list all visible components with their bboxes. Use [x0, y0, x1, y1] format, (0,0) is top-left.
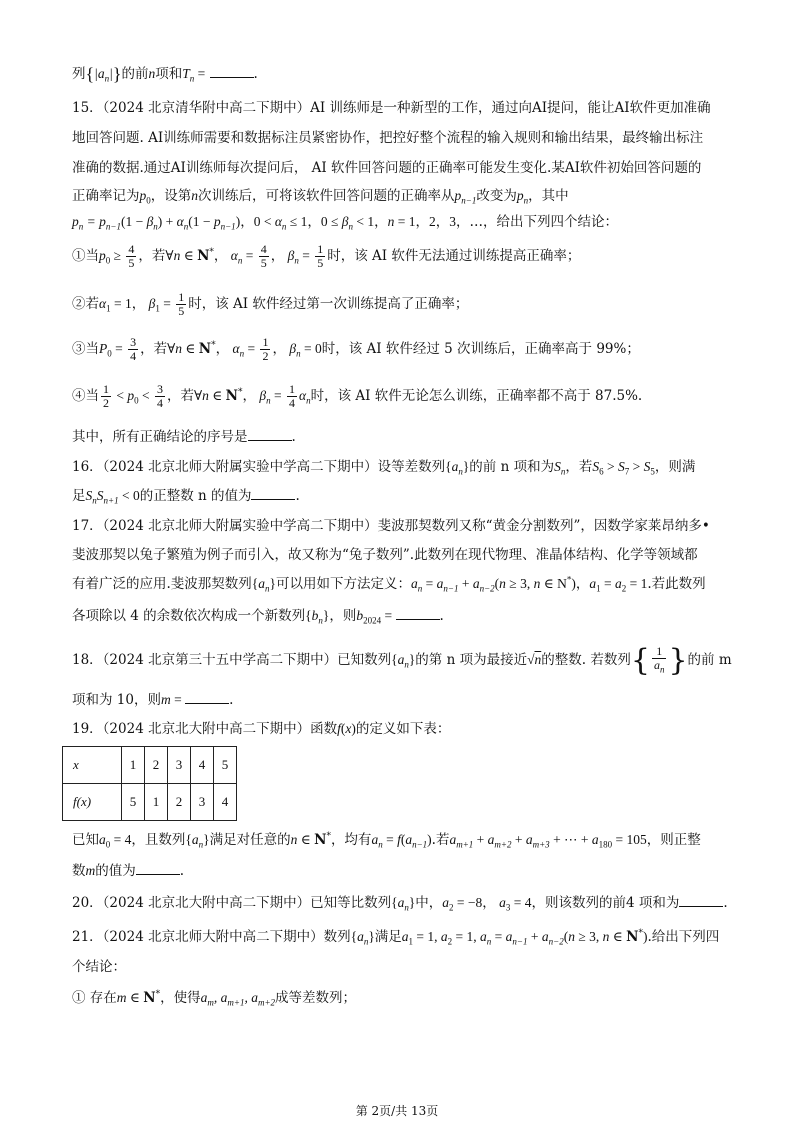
q14-text: 的前 [121, 66, 149, 82]
table-cell: 3 [168, 747, 191, 784]
q17-text: 可以用如下方法定义： [276, 576, 412, 592]
q19-text: 的值为 [95, 863, 136, 879]
q15-text: ①当 [72, 248, 99, 264]
q19-text: 满足对任意的 [209, 832, 291, 848]
table-row [63, 747, 237, 784]
q15-text: ，给出下列四个结论： [482, 214, 618, 230]
q19-text: ，则正整 [646, 832, 701, 848]
q19-text: 数 [72, 863, 86, 879]
q15-text: 正确率记为 [72, 188, 140, 204]
answer-blank [185, 691, 229, 704]
q14-text: 项和 [155, 66, 183, 82]
q21-text: 21．（2024 北京北师大附中高二下期中）数列 [72, 929, 351, 945]
q21-text: ，使得 [160, 990, 201, 1006]
q19-text: 19．（2024 北京北大附中高二下期中）函数 [72, 721, 338, 737]
q21-line-2: 个结论： [72, 959, 126, 975]
answer-blank [679, 894, 723, 907]
q14-eq: = [194, 66, 206, 81]
q17-line-1: 17．（2024 北京北师大附属实验中学高二下期中）斐波那契数列又称“黄金分割数列”，因数学家莱昂纳多• [72, 518, 710, 534]
q15-text: ，其中 [528, 188, 569, 204]
q16-text: 的正整数 n 的值为 [139, 488, 252, 504]
q15-text: ②若 [72, 296, 99, 312]
q21-text: 满足 [374, 929, 402, 945]
q15-line-3: 准确的数据.通过AI训练师每次提问后， AI 软件回答问题的正确率可能发生变化.某AI软件初始回答问题的 [72, 160, 702, 176]
table-cell: 3 [191, 784, 214, 821]
q18-text: 的第 n 项为最接近 [415, 652, 528, 668]
q15-formula-line: $p_n = p_{n-1}(1 - \beta_n) + \alpha_n(1 - p_{n-1})$，$0 < \alpha_n \le 1$，$0 \le \beta_n < 1$，n = 1，2，3，…，给出下列四个结论： [72, 214, 618, 232]
q21-line-3: ① 存在m ∈ N*，使得$a_m$, $a_{m+1}$, $a_{m+2}$成等差数列； [72, 989, 357, 1008]
q15-text: ，若∀ [138, 248, 174, 264]
table-cell: 5 [122, 784, 145, 821]
answer-blank [396, 607, 440, 620]
q15-conclusion-4: ④当 $\frac{1}{2}$ < $p_0$ < $\frac{3}{4}$ ，若∀n ∈ N*， $\beta_n$ = $\frac{1}{4}$ $\alpha_n$时，该 AI 软件无论怎么训练，正确率都不高于 87.5%. [72, 382, 643, 410]
q16-text: ，若 [565, 459, 593, 475]
q19-text: 已知 [72, 832, 99, 848]
q16-line-2: 足$S_nS_{n+1} < 0$的正整数 n 的值为 . [72, 488, 300, 506]
q15-text: ，若∀ [167, 388, 203, 404]
function-table [62, 746, 237, 821]
q18-text: 18．（2024 北京第三十五中学高二下期中）已知数列 [72, 652, 392, 668]
q17-line-2: 斐波那契以兔子繁殖为例子而引入，故又称为“兔子数列”.此数列在现代物理、准晶体结构、化学等领域都 [72, 547, 698, 563]
q15-text: 其中，所有正确结论的序号是 [72, 429, 248, 445]
q19-text: ，且数列 [131, 832, 186, 848]
table-cell: 1 [122, 747, 145, 784]
q20-text: 中， [415, 895, 443, 911]
q20-line: 20．（2024 北京北大附中高二下期中）已知等比数列$\{a_n\}$中，$a_2 = -8$， $a_3 = 4$，则该数列的前4 项和为 . [72, 895, 728, 913]
q14-text: 列 [72, 66, 86, 82]
q14-var: n [148, 66, 156, 81]
q20-text: 20．（2024 北京北大附中高二下期中）已知等比数列 [72, 895, 392, 911]
q16-text: 16．（2024 北京北师大附属实验中学高二下期中）设等差数列 [72, 459, 446, 475]
q18-text: 的前 m [687, 652, 732, 668]
answer-blank [248, 428, 292, 441]
q21-text: 成等差数列； [275, 990, 357, 1006]
q19-text: 的定义如下表： [355, 721, 451, 737]
answer-blank [136, 862, 180, 875]
q15-text: ④当 [72, 388, 99, 404]
q18-line-2: 项和为 10，则m = . [72, 692, 234, 708]
q19-line-3: 数m的值为 . [72, 863, 185, 879]
q17-text: ， [575, 576, 590, 592]
q18-text: 项和为 10，则 [72, 692, 161, 708]
table-cell: 2 [168, 784, 191, 821]
q16-text: ，则满 [654, 459, 696, 475]
q15-line-1: 15．（2024 北京清华附中高二下期中）AI 训练师是一种新型的工作，通过向AI提问，能让AI软件更加准确 [72, 100, 711, 116]
table-row [63, 784, 237, 821]
q15-text: ③当 [72, 341, 99, 357]
q19-line-2: 已知$a_0 = 4$，且数列$\{a_n\}$满足对任意的n ∈ N*，均有$a_n = f(a_{n-1})$.若$a_{m+1} + a_{m+2} + a_{m+3}$ + ⋯ + $a_{180} = 105$，则正整 [72, 831, 701, 850]
q17-text: 有着广泛的应用.斐波那契数列 [72, 576, 252, 592]
q21-text: ① 存在 [72, 990, 117, 1006]
q15-text: 次训练后，可将该软件回答问题的正确率从 [198, 188, 455, 204]
q15-text: 时，该 AI 软件经过第一次训练提高了正确率； [188, 296, 469, 312]
q15-text: 时，该 AI 软件无论怎么训练，正确率都不高于 87.5%. [310, 388, 643, 404]
q15-line-2: 地回答问题. AI训练师需要和数据标注员紧密协作，把控好整个流程的输入规则和输出结果，最终输出标注 [72, 130, 704, 146]
q17-text: ，则 [329, 608, 357, 624]
q18-text: 的整数. 若数列 [541, 652, 631, 668]
table-cell: 1 [145, 784, 168, 821]
q16-text: 足 [72, 488, 86, 504]
q19-text: ，均有 [330, 832, 372, 848]
q15-ask: 其中，所有正确结论的序号是 . [72, 429, 296, 445]
q14-end: . [253, 66, 258, 82]
table-header-fx: f(x) [63, 784, 122, 821]
q14-tail-line: 列$\{|a_n|\}$的前n项和$T_n$ = . [72, 64, 258, 84]
answer-blank [251, 487, 295, 500]
q15-text: 时，该 AI 软件经过 5 次训练后，正确率高于 99%； [321, 341, 640, 357]
q16-text: 的前 n 项和为 [469, 459, 555, 475]
q18-line-1: 18．（2024 北京第三十五中学高二下期中）已知数列$\{a_n\}$的第 n 项为最接近√n的整数. 若数列{ $\frac{1}{a_n}$ }的前 m [72, 643, 732, 678]
q15-line-4: 正确率记为$p_0$，设第n次训练后，可将该软件回答问题的正确率从$p_{n-1}$改变为$p_n$，其中 [72, 188, 569, 206]
q17-line-4: 各项除以 4 的余数依次构成一个新数列$\{b_n\}$，则$b_{2024}$ = . [72, 608, 444, 626]
q14-var: T [182, 66, 190, 81]
q15-text: ， [213, 248, 228, 264]
q15-text: 改变为 [476, 188, 517, 204]
q15-conclusion-3: ③当$P_0$ = $\frac{3}{4}$ ，若∀n ∈ N*， $\alpha_n$ = $\frac{1}{2}$ ， $\beta_n = 0$时，该 AI 软件经过 5 次训练后，正确率高于 99%； [72, 335, 640, 363]
table-header-x: x [63, 747, 122, 784]
q15-text: ，若∀ [140, 341, 176, 357]
q21-text: .给出下列四 [647, 929, 720, 945]
q16-line-1: 16．（2024 北京北师大附属实验中学高二下期中）设等差数列$\{a_n\}$的前 n 项和为$S_n$，若$S_6 > S_7 > S_5$，则满 [72, 459, 696, 477]
table-cell: 4 [214, 784, 237, 821]
q15-conclusion-2: ②若$\alpha_1 = 1$， $\beta_1$ = $\frac{1}{5}$ 时，该 AI 软件经过第一次训练提高了正确率； [72, 290, 469, 318]
table-cell: 2 [145, 747, 168, 784]
q19-text: .若 [431, 832, 450, 848]
q17-text: .若此数列 [647, 576, 706, 592]
q15-conclusion-1: ①当$p_0$ ≥ $\frac{4}{5}$ ，若∀n ∈ N*， $\alpha_n$ = $\frac{4}{5}$ ， $\beta_n$ = $\frac{1}{5}$ 时，该 AI 软件无法通过训练提高正确率； [72, 242, 581, 270]
table-cell: 4 [191, 747, 214, 784]
q17-text: 各项除以 4 的余数依次构成一个新数列 [72, 608, 306, 624]
q15-text: ，设第 [150, 188, 192, 204]
q15-text: 时，该 AI 软件无法通过训练提高正确率； [327, 248, 581, 264]
q21-line-1: 21．（2024 北京北师大附中高二下期中）数列$\{a_n\}$满足$a_1 = 1$, $a_2 = 1$, $a_n = a_{n-1} + a_{n-2}(n \ge 3$, n ∈ N*).给出下列四 [72, 928, 720, 947]
table-cell: 5 [214, 747, 237, 784]
q20-text: ，则该数列的前4 项和为 [531, 895, 680, 911]
q19-line-1: 19．（2024 北京北大附中高二下期中）函数f(x)的定义如下表： [72, 721, 451, 737]
answer-blank [210, 65, 254, 78]
q17-line-3: 有着广泛的应用.斐波那契数列$\{a_n\}$可以用如下方法定义：$a_n = a_{n-1} + a_{n-2}(n \ge 3$, n ∈ N*)，$a_1 = a_2 = 1$.若此数列 [72, 574, 706, 594]
page-footer: 第 2页/共 13页 [355, 1104, 439, 1118]
